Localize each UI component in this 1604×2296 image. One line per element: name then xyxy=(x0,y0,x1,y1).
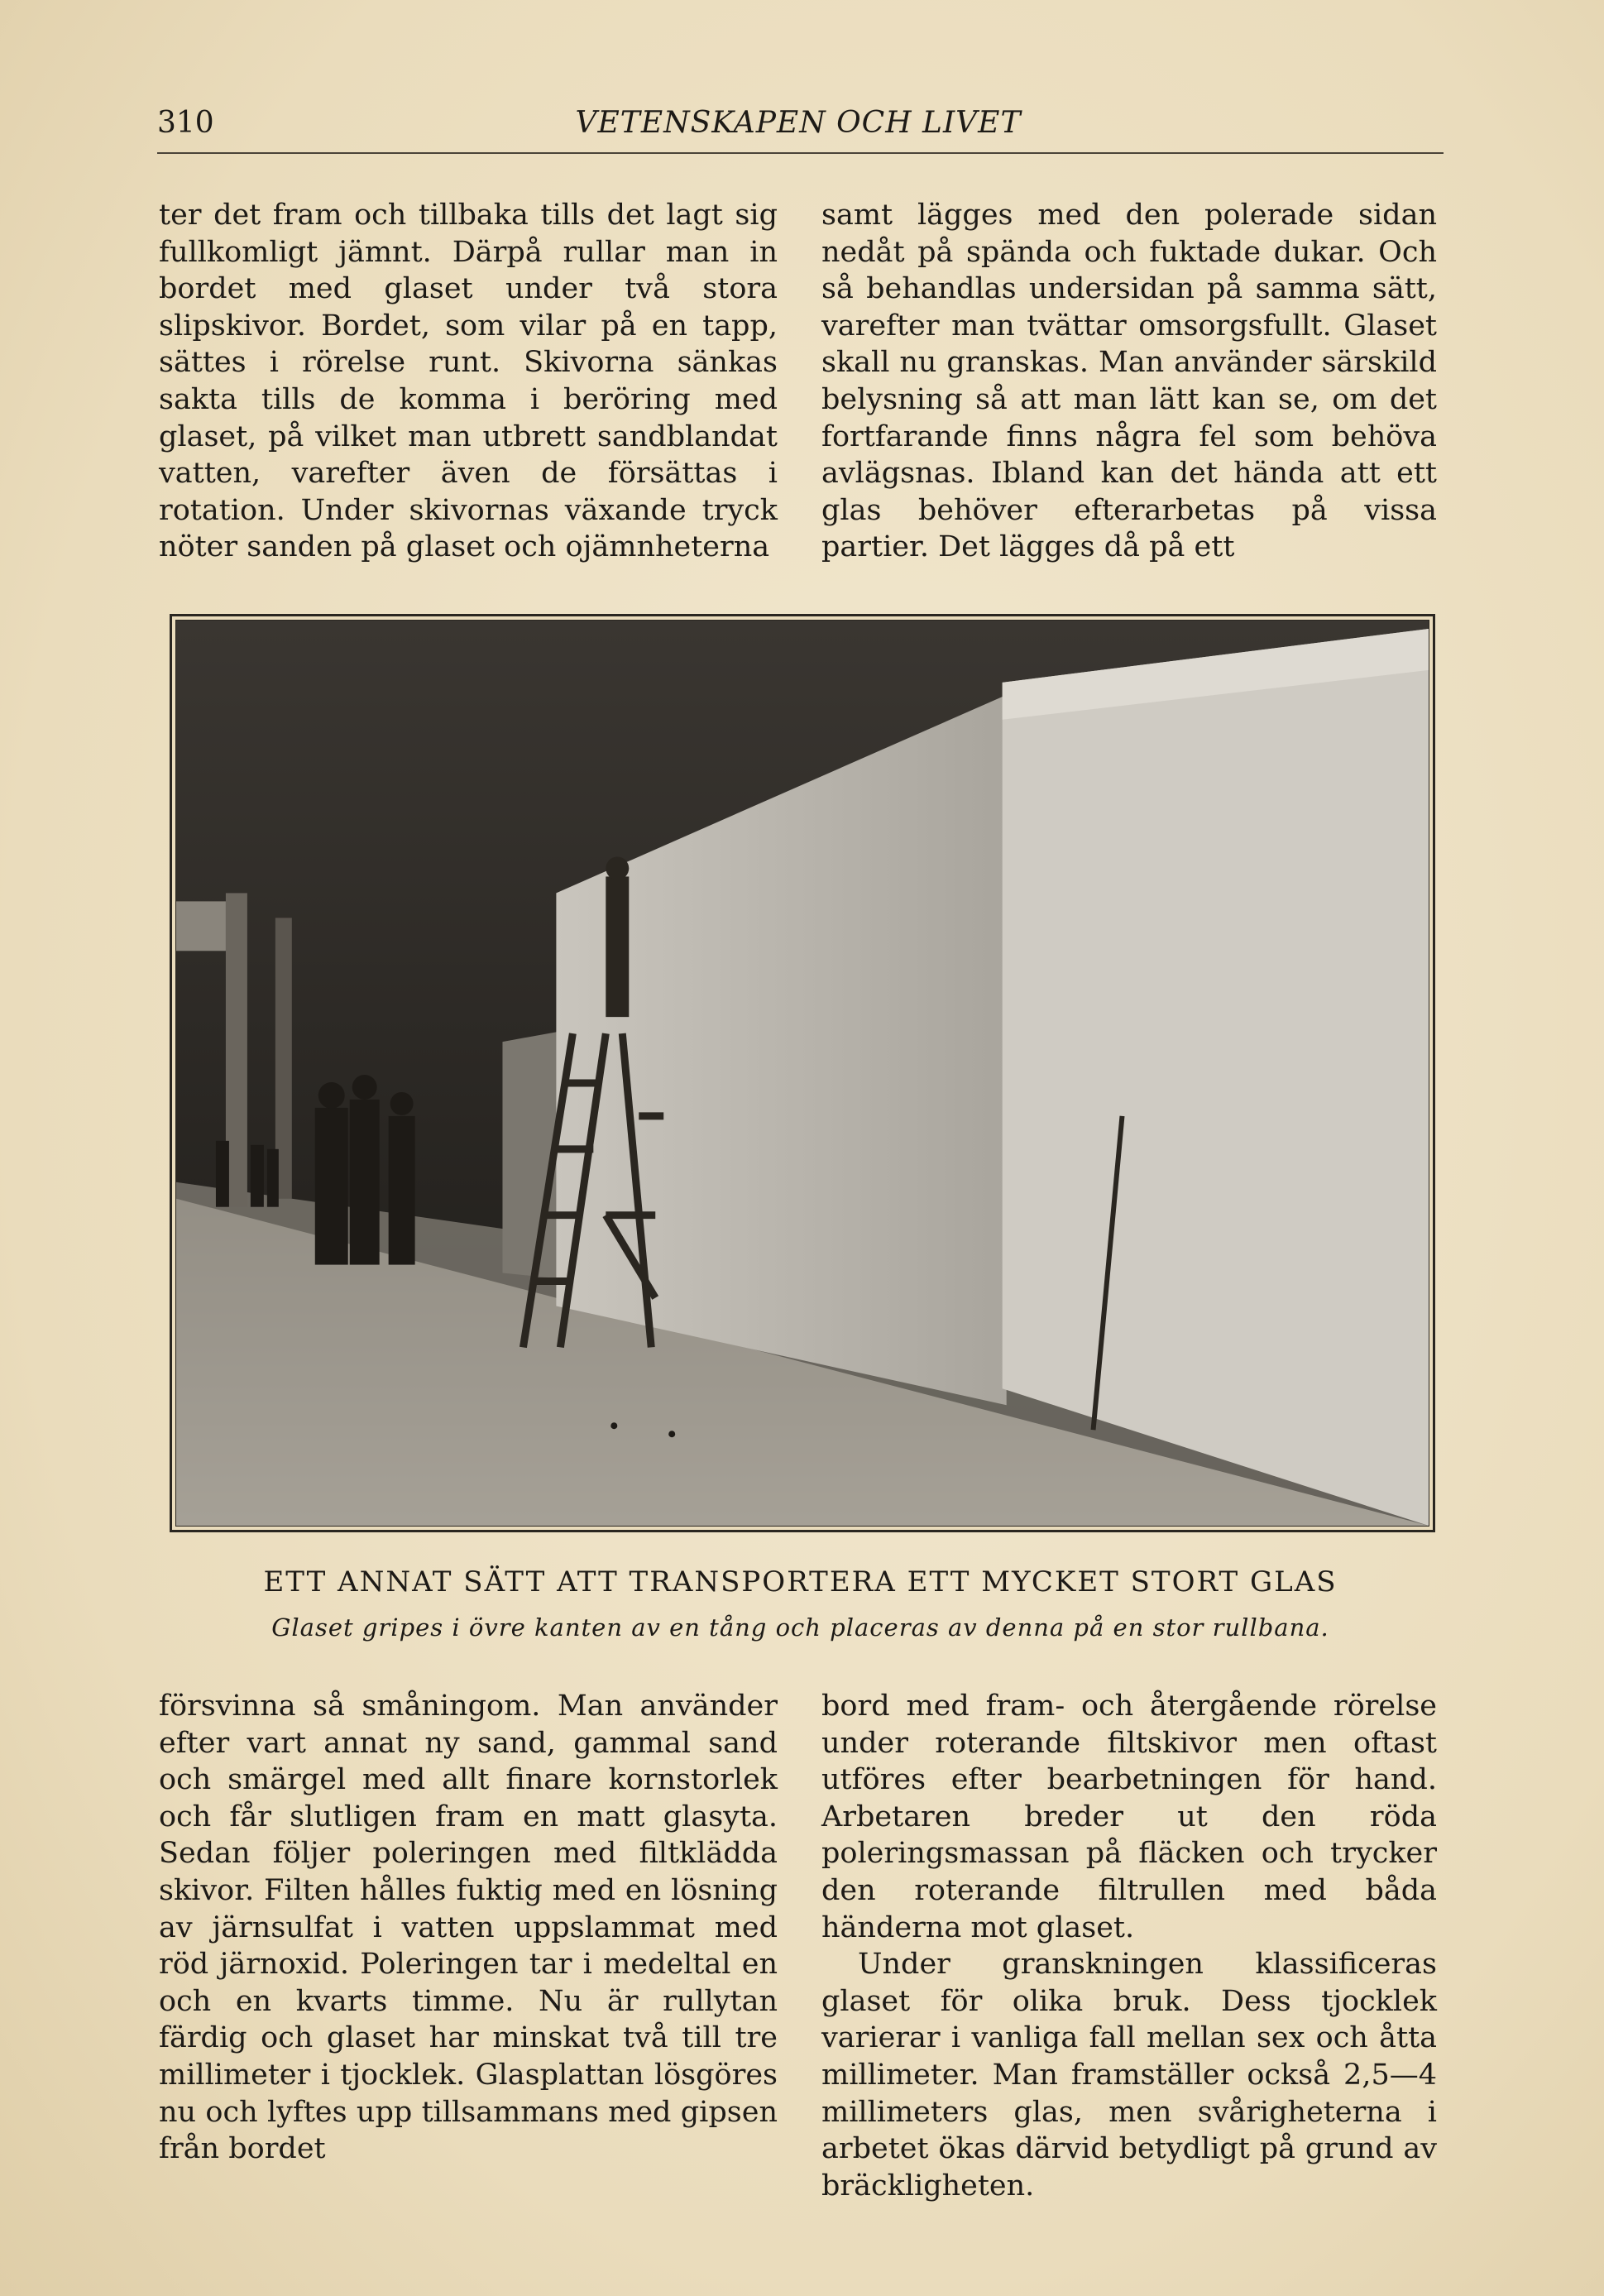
figure-caption: ETT ANNAT SÄTT ATT TRANSPORTERA ETT MYCKET STORT GLAS xyxy=(263,1565,1338,1599)
figure-subcaption: Glaset gripes i övre kanten av en tång och placeras av denna på en stor rullbana. xyxy=(271,1613,1329,1642)
photo-figure xyxy=(170,614,1435,1532)
paragraph: försvinna så småningom. Man använder efter vart annat ny sand, gammal sand och smärgel med allt finare kornstorlek och får slutligen fram en matt glasyta. Sedan följer poleringen med filtklädda skivor. Filten hålles fuktig med en lösning av järnsulfat i vatten uppslammat med röd järnoxid. Poleringen tar i medeltal en och en kvarts timme. Nu är rullytan färdig och glaset har minskat två till tre millimeter i tjocklek. Glasplattan lösgöres nu och lyftes upp tillsammans med gipsen från bordet xyxy=(159,1690,778,2166)
paragraph: ter det fram och tillbaka tills det lagt sig fullkomligt jämnt. Därpå rullar man in bordet med glaset under två stora slipskivor. Bordet, som vilar på en tapp, sättes i rörelse runt. Skivorna sänkas sakta tills de komma i beröring med glaset, på vilket man utbrett sandblandat vatten, varefter även de försättas i rotation. Under skivornas växande tryck nöter sanden på glaset och ojämnheterna xyxy=(159,199,778,564)
factory-photo-illustration xyxy=(176,621,1429,1526)
text-column-bottom-left xyxy=(159,1688,778,2168)
header-rule xyxy=(157,152,1444,154)
text-column-top-left xyxy=(159,197,778,566)
page-number: 310 xyxy=(157,106,214,140)
page-header xyxy=(157,103,1439,144)
text-column-bottom-right xyxy=(821,1688,1437,2204)
running-title: VETENSKAPEN OCH LIVET xyxy=(575,106,1022,140)
paragraph: Under granskningen klassificeras glaset för olika bruk. Dess tjocklek varierar i vanliga fall mellan sex och åtta millimeter. Man framställer också 2,5—4 millimeters glas, men svårigheterna i arbetet ökas därvid betydligt på grund av bräckligheten. xyxy=(821,1948,1437,2203)
paragraph: samt lägges med den polerade sidan nedåt på spända och fuktade dukar. Och så behandlas undersidan på samma sätt, varefter man tvättar omsorgsfullt. Glaset skall nu granskas. Man använder särskild belysning så att man lätt kan se, om det fortfarande finns några fel som behöva avlägsnas. Ibland kan det hända att ett glas behöver efterarbetas på vissa partier. Det lägges då på ett xyxy=(821,199,1437,564)
text-column-top-right xyxy=(821,197,1437,566)
paragraph: bord med fram- och återgående rörelse under roterande filtskivor men oftast utföres efter bearbetningen för hand. Arbetaren breder ut den röda poleringsmassan på fläcken och trycker den roterande filtrullen med båda händerna mot glaset. xyxy=(821,1690,1437,1944)
photo xyxy=(175,620,1429,1527)
